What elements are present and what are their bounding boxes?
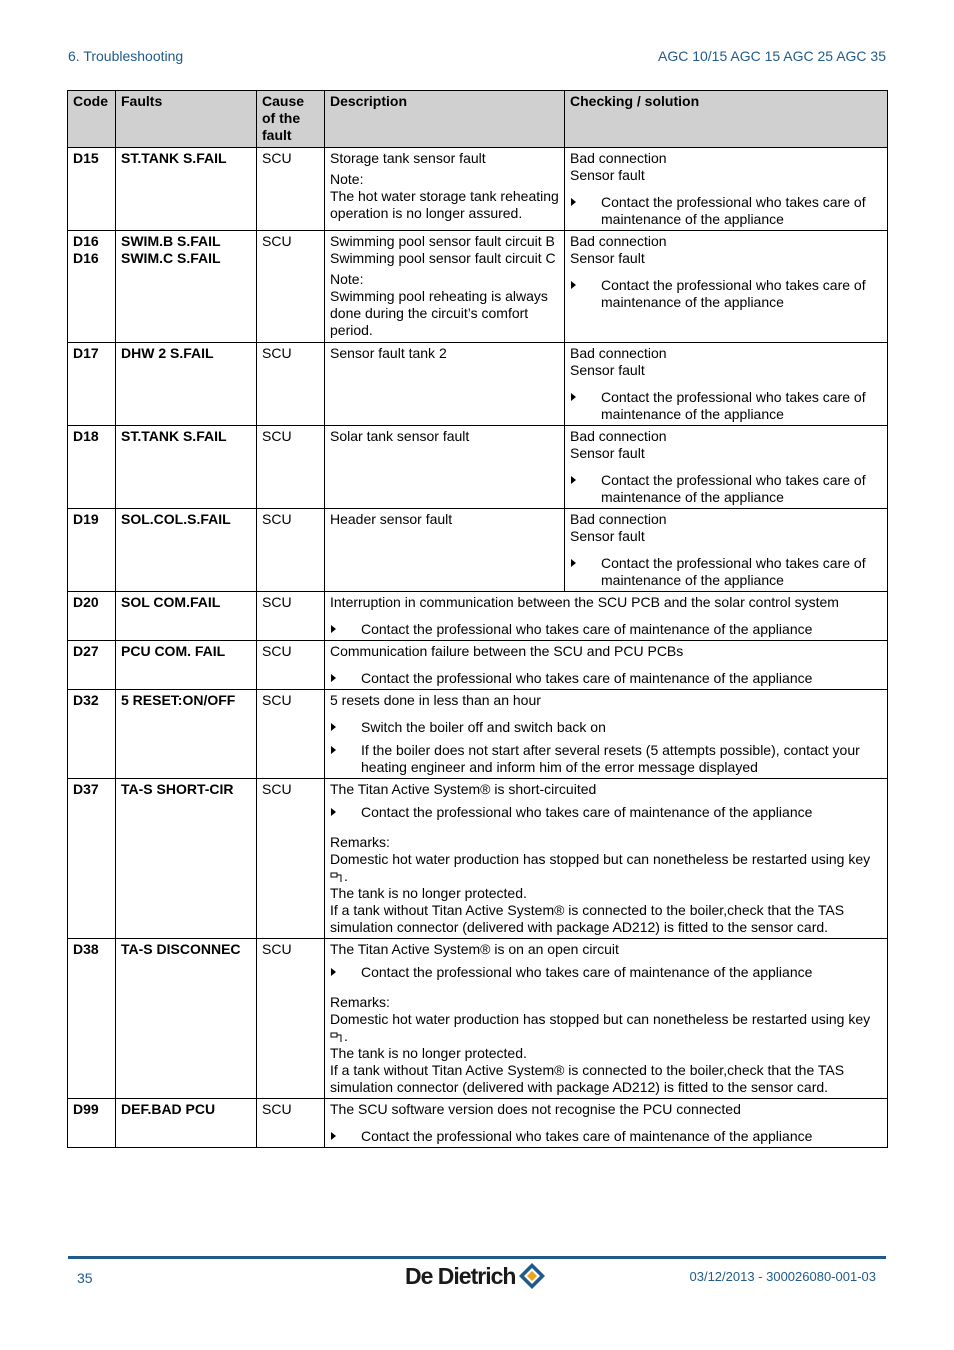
remarks-line: If a tank without Titan Active System® is connected to the boiler,check that the TAS simulation connector (delivered with package AD212) is fitted to the sensor card. <box>330 902 845 935</box>
check-line: Sensor fault <box>570 362 645 378</box>
desc-line: The hot water storage tank reheating operation is no longer assured. <box>330 188 559 221</box>
remarks-line: If a tank without Titan Active System® is connected to the boiler,check that the TAS simulation connector (delivered with package AD212) is fitted to the sensor card. <box>330 1062 845 1095</box>
bullet-arrow-icon <box>331 723 336 731</box>
desc-line: Note: <box>330 271 364 287</box>
bullet-text: Contact the professional who takes care of maintenance of the appliance <box>601 389 866 422</box>
bullet-arrow-icon <box>571 198 576 206</box>
remarks-line: The tank is no longer protected. <box>330 1045 527 1061</box>
brand-name: De Dietrich <box>405 1262 516 1289</box>
bullet-arrow-icon <box>571 559 576 567</box>
fault-checking <box>565 426 888 509</box>
fault-cause: SCU <box>257 231 325 343</box>
bullet-arrow-icon <box>331 674 336 682</box>
desc-line: Swimming pool reheating is always done during the circuit’s comfort period. <box>330 288 548 338</box>
fault-description <box>325 343 565 426</box>
fault-name: SOL COM.FAIL <box>116 592 257 641</box>
fault-cause: SCU <box>257 690 325 779</box>
fault-description <box>325 690 888 779</box>
table-row <box>68 1099 888 1148</box>
fault-name <box>116 231 257 343</box>
fault-code: D20 <box>68 592 116 641</box>
fault-checking <box>565 231 888 343</box>
bullet-item <box>330 1128 882 1145</box>
fault-name: ST.TANK S.FAIL <box>116 148 257 231</box>
fault-code: D17 <box>68 343 116 426</box>
remarks-line: Domestic hot water production has stopped but can nonetheless be restarted using key <box>330 1011 871 1027</box>
fault-code: D15 <box>68 148 116 231</box>
fault-name: PCU COM. FAIL <box>116 641 257 690</box>
check-line: Sensor fault <box>570 445 645 461</box>
table-row <box>68 779 888 939</box>
fault-code: D38 <box>68 939 116 1099</box>
bullet-item <box>330 719 882 736</box>
desc-line: Storage tank sensor fault <box>330 150 486 166</box>
desc-line: Swimming pool sensor fault circuit C <box>330 250 556 266</box>
fault-name: ST.TANK S.FAIL <box>116 426 257 509</box>
fault-code: D99 <box>68 1099 116 1148</box>
fault-description <box>325 1099 888 1148</box>
fault-description <box>325 939 888 1099</box>
table-row <box>68 231 888 343</box>
fault-code-line: D16 <box>73 233 99 249</box>
table-row <box>68 343 888 426</box>
fault-cause: SCU <box>257 779 325 939</box>
bullet-arrow-icon <box>331 808 336 816</box>
fault-name: TA-S DISCONNEC <box>116 939 257 1099</box>
bullet-text: If the boiler does not start after several resets (5 attempts possible), contact your heating engineer and inform him of the error message displayed <box>361 742 860 775</box>
fault-code: D32 <box>68 690 116 779</box>
desc-line: Swimming pool sensor fault circuit B <box>330 233 555 249</box>
fault-checking <box>565 509 888 592</box>
bullet-arrow-icon <box>571 476 576 484</box>
table-row <box>68 148 888 231</box>
table-row <box>68 939 888 1099</box>
bullet-text: Switch the boiler off and switch back on <box>361 719 606 735</box>
fault-name-line: SWIM.C S.FAIL <box>121 250 221 266</box>
desc-line: Note: <box>330 171 364 187</box>
fault-code: D37 <box>68 779 116 939</box>
table-row <box>68 641 888 690</box>
desc-line: The Titan Active System® is short-circuited <box>330 781 597 797</box>
bullet-text: Contact the professional who takes care of maintenance of the appliance <box>361 804 813 820</box>
fault-name: TA-S SHORT-CIR <box>116 779 257 939</box>
bullet-item <box>330 621 882 638</box>
bullet-text: Contact the professional who takes care of maintenance of the appliance <box>361 621 813 637</box>
desc-line: Sensor fault tank 2 <box>330 345 447 361</box>
check-line: Bad connection <box>570 511 667 527</box>
desc-line: 5 resets done in less than an hour <box>330 692 541 708</box>
bullet-item <box>330 670 882 687</box>
remarks-label: Remarks: <box>330 994 390 1010</box>
diamond-logo-icon <box>517 1261 547 1291</box>
bullet-arrow-icon <box>571 393 576 401</box>
bullet-text: Contact the professional who takes care of maintenance of the appliance <box>361 964 813 980</box>
bullet-arrow-icon <box>331 1132 336 1140</box>
table-row <box>68 426 888 509</box>
remarks-line: The tank is no longer protected. <box>330 885 527 901</box>
desc-line: Communication failure between the SCU and PCU PCBs <box>330 643 684 659</box>
bullet-item <box>330 742 882 776</box>
fault-checking <box>565 343 888 426</box>
fault-cause: SCU <box>257 592 325 641</box>
col-checking: Checking / solution <box>565 91 888 148</box>
fault-name: DEF.BAD PCU <box>116 1099 257 1148</box>
table-row <box>68 690 888 779</box>
bullet-item <box>330 964 882 981</box>
desc-line: Solar tank sensor fault <box>330 428 470 444</box>
check-line: Sensor fault <box>570 528 645 544</box>
page-number: 35 <box>77 1270 93 1286</box>
fault-code <box>68 231 116 343</box>
check-line: Bad connection <box>570 428 667 444</box>
fault-name: DHW 2 S.FAIL <box>116 343 257 426</box>
fault-cause: SCU <box>257 426 325 509</box>
bullet-text: Contact the professional who takes care of maintenance of the appliance <box>601 277 866 310</box>
bullet-arrow-icon <box>331 746 336 754</box>
bullet-text: Contact the professional who takes care of maintenance of the appliance <box>601 555 866 588</box>
bullet-item <box>570 555 882 589</box>
fault-cause: SCU <box>257 641 325 690</box>
col-cause: Cause of the fault <box>257 91 325 148</box>
fault-name: 5 RESET:ON/OFF <box>116 690 257 779</box>
fault-description <box>325 641 888 690</box>
bullet-text: Contact the professional who takes care of maintenance of the appliance <box>601 194 866 227</box>
fault-table <box>67 90 888 1148</box>
section-title: 6. Troubleshooting <box>68 48 184 64</box>
fault-cause: SCU <box>257 509 325 592</box>
footer-divider <box>68 1256 886 1259</box>
bullet-text: Contact the professional who takes care of maintenance of the appliance <box>601 472 866 505</box>
document-reference: 03/12/2013 - 300026080-001-03 <box>689 1269 876 1284</box>
col-description: Description <box>325 91 565 148</box>
check-line: Bad connection <box>570 150 667 166</box>
fault-description <box>325 231 565 343</box>
table-row <box>68 592 888 641</box>
check-line: Bad connection <box>570 345 667 361</box>
bullet-item <box>570 472 882 506</box>
remarks-period: . <box>344 1028 348 1044</box>
fault-description <box>325 509 565 592</box>
col-faults: Faults <box>116 91 257 148</box>
fault-checking <box>565 148 888 231</box>
bullet-arrow-icon <box>331 625 336 633</box>
bullet-arrow-icon <box>331 968 336 976</box>
remarks-line: Domestic hot water production has stopped but can nonetheless be restarted using key <box>330 851 871 867</box>
desc-line: The Titan Active System® is on an open circuit <box>330 941 619 957</box>
fault-code: D19 <box>68 509 116 592</box>
fault-code: D27 <box>68 641 116 690</box>
col-code: Code <box>68 91 116 148</box>
fault-description <box>325 426 565 509</box>
fault-cause: SCU <box>257 343 325 426</box>
bullet-item <box>570 194 882 228</box>
fault-cause: SCU <box>257 148 325 231</box>
fault-code: D18 <box>68 426 116 509</box>
remarks-key-line <box>330 1028 882 1045</box>
check-line: Sensor fault <box>570 167 645 183</box>
desc-line: Header sensor fault <box>330 511 453 527</box>
table-header-row <box>68 91 888 148</box>
brand-logo <box>405 1261 547 1291</box>
table-row <box>68 509 888 592</box>
fault-name: SOL.COL.S.FAIL <box>116 509 257 592</box>
remarks-key-line <box>330 868 882 885</box>
model-list: AGC 10/15 AGC 15 AGC 25 AGC 35 <box>657 48 886 64</box>
check-line: Bad connection <box>570 233 667 249</box>
remarks-label: Remarks: <box>330 834 390 850</box>
bullet-arrow-icon <box>571 281 576 289</box>
fault-description <box>325 592 888 641</box>
check-line: Sensor fault <box>570 250 645 266</box>
fault-cause: SCU <box>257 939 325 1099</box>
fault-code-line: D16 <box>73 250 99 266</box>
dhw-tap-key-icon <box>330 872 344 882</box>
bullet-text: Contact the professional who takes care of maintenance of the appliance <box>361 1128 813 1144</box>
remarks-period: . <box>344 868 348 884</box>
fault-description <box>325 779 888 939</box>
bullet-item <box>570 277 882 311</box>
fault-description <box>325 148 565 231</box>
fault-name-line: SWIM.B S.FAIL <box>121 233 221 249</box>
bullet-item <box>570 389 882 423</box>
desc-line: Interruption in communication between the SCU PCB and the solar control system <box>330 594 839 610</box>
desc-line: The SCU software version does not recognise the PCU connected <box>330 1101 741 1117</box>
fault-cause: SCU <box>257 1099 325 1148</box>
dhw-tap-key-icon <box>330 1032 344 1042</box>
bullet-item <box>330 804 882 821</box>
bullet-text: Contact the professional who takes care of maintenance of the appliance <box>361 670 813 686</box>
